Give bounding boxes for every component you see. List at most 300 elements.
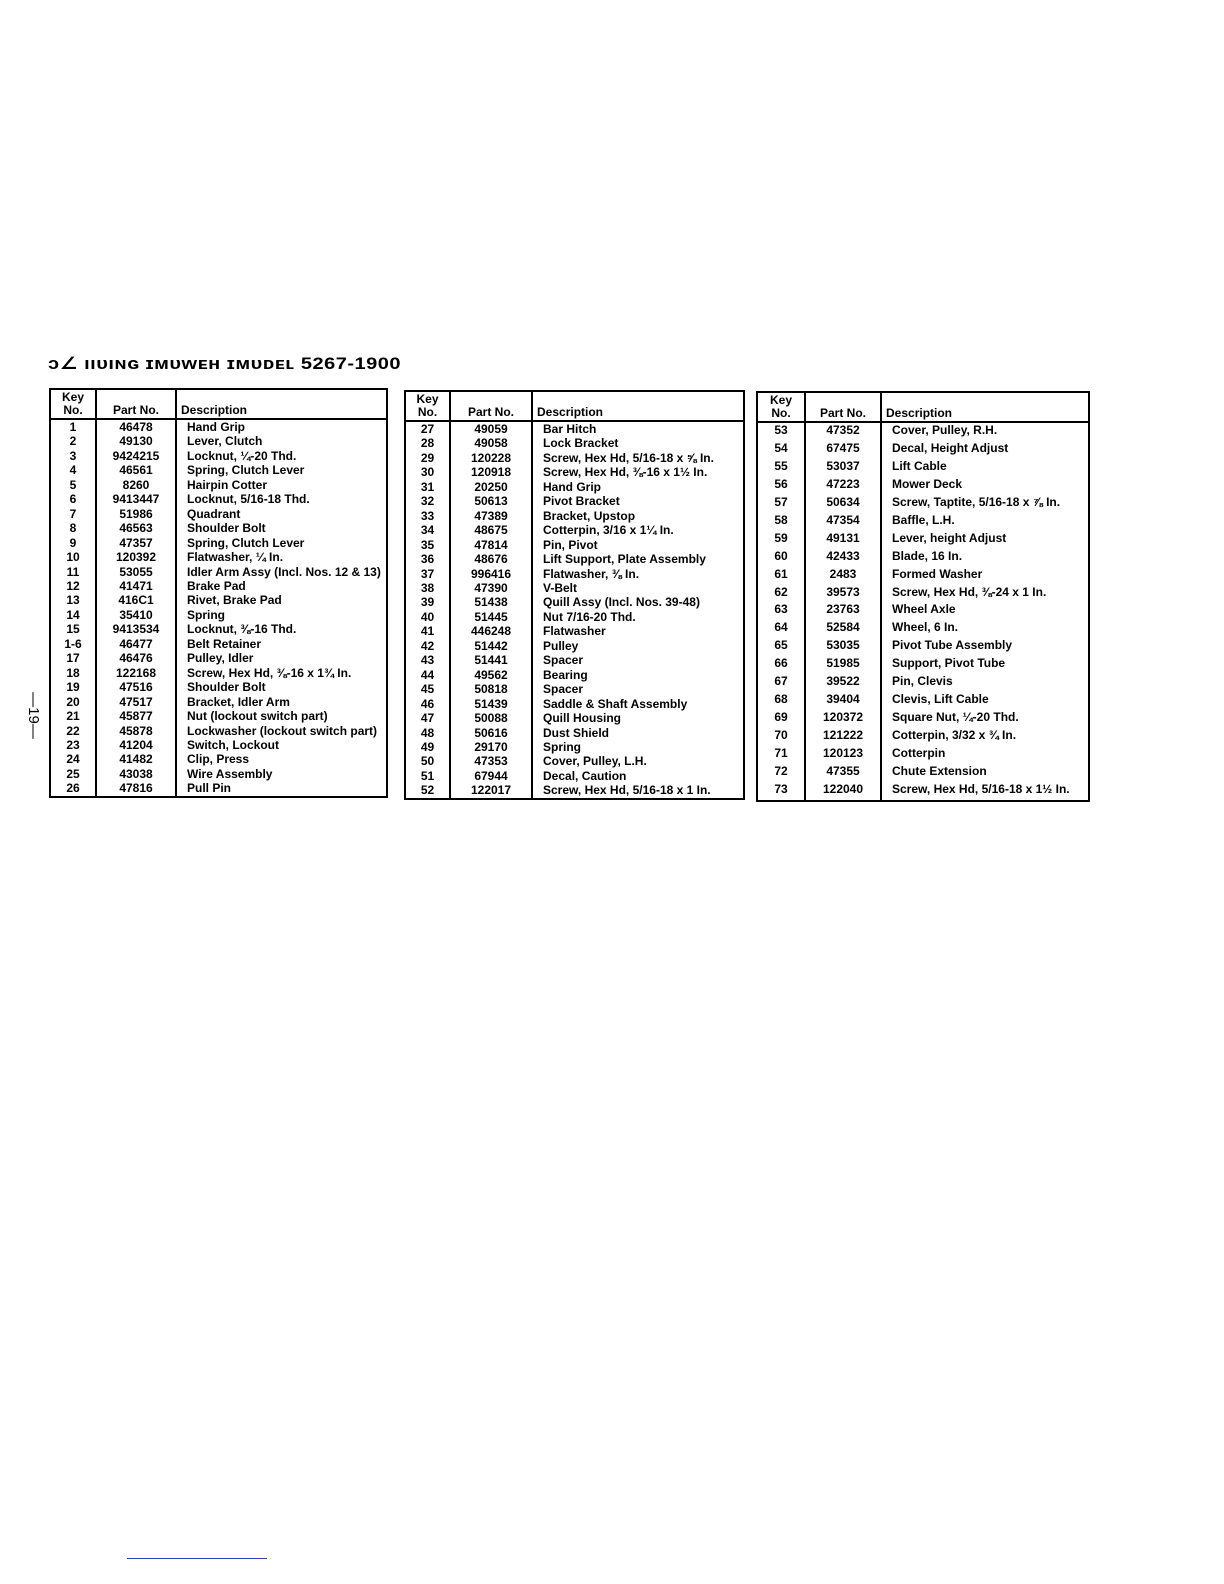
- key-no-cell: 70: [757, 728, 805, 746]
- table-row: [50, 449, 387, 463]
- description-cell: Locknut, ⅜-16 Thd.: [187, 622, 297, 637]
- key-no-cell: 22: [50, 724, 96, 738]
- table-row: [50, 724, 387, 738]
- empty-cell: [805, 800, 881, 801]
- description-cell: Support, Pivot Tube: [892, 656, 1006, 671]
- description-cell: Pivot Tube Assembly: [892, 638, 1013, 653]
- description-cell: Bracket, Upstop: [543, 508, 636, 523]
- key-no-cell: 25: [50, 767, 96, 781]
- key-no-cell: 35: [405, 538, 450, 552]
- description-cell: Rivet, Brake Pad: [187, 593, 282, 608]
- key-no-cell: 28: [405, 436, 450, 450]
- description-cell: Decal, Height Adjust: [892, 441, 1009, 456]
- description-cell: Lift Support, Plate Assembly: [543, 552, 706, 567]
- table-row: [50, 680, 387, 694]
- table-row: [757, 531, 1089, 549]
- key-no-cell: 4: [50, 463, 96, 477]
- table-row: [757, 638, 1089, 656]
- description-cell: Nut (lockout switch part): [187, 709, 328, 724]
- empty-cell: [50, 796, 96, 797]
- filler-row: [405, 798, 744, 799]
- description-cell: Flatwasher: [543, 624, 606, 639]
- part-no-cell: 46476: [96, 651, 176, 665]
- description-cell: Lever, Clutch: [187, 434, 263, 449]
- key-no-cell: 33: [405, 509, 450, 523]
- key-no-cell: 49: [405, 740, 450, 754]
- key-no-cell: 72: [757, 764, 805, 782]
- key-no-cell: 15: [50, 622, 96, 636]
- description-cell: Lock Bracket: [543, 436, 619, 451]
- part-no-cell: 47814: [450, 538, 532, 552]
- key-no-cell: 64: [757, 620, 805, 638]
- part-no-header: Part No.: [805, 392, 881, 422]
- table-row: [50, 492, 387, 506]
- part-no-cell: 51986: [96, 507, 176, 521]
- key-no-cell: 7: [50, 507, 96, 521]
- description-cell: Belt Retainer: [187, 636, 262, 651]
- key-no-cell: 23: [50, 738, 96, 752]
- part-no-cell: 9413447: [96, 492, 176, 506]
- description-cell: Cotterpin, 3/32 x ¾ In.: [892, 727, 1017, 742]
- description-cell: Saddle & Shaft Assembly: [543, 696, 688, 711]
- table-row: [405, 610, 744, 624]
- description-cell: Lift Cable: [892, 459, 947, 474]
- part-no-cell: 53055: [96, 565, 176, 579]
- key-no-cell: 20: [50, 695, 96, 709]
- table-row: [405, 668, 744, 682]
- part-no-cell: 39404: [805, 692, 881, 710]
- part-no-cell: 23763: [805, 602, 881, 620]
- table-row: [757, 477, 1089, 495]
- part-no-cell: 120918: [450, 465, 532, 479]
- part-no-cell: 47352: [805, 422, 881, 441]
- key-no-cell: 60: [757, 549, 805, 567]
- part-no-cell: 53035: [805, 638, 881, 656]
- key-no-cell: 47: [405, 711, 450, 725]
- table-row: [50, 536, 387, 550]
- key-no-cell: 27: [405, 421, 450, 436]
- table-row: [757, 674, 1089, 692]
- description-cell: Spacer: [543, 653, 584, 668]
- key-no-cell: 5: [50, 478, 96, 492]
- part-no-cell: 51438: [450, 595, 532, 609]
- part-no-cell: 51439: [450, 697, 532, 711]
- key-no-cell: 31: [405, 480, 450, 494]
- description-cell: Bar Hitch: [543, 422, 597, 436]
- key-no-cell: 11: [50, 565, 96, 579]
- table-row: [405, 711, 744, 725]
- description-cell: Wheel, 6 In.: [892, 620, 959, 635]
- description-cell: Screw, Hex Hd, ⅜-16 x 1½ In.: [543, 465, 708, 480]
- description-cell: Pivot Bracket: [543, 494, 620, 509]
- empty-cell: [532, 798, 744, 799]
- key-no-cell: 55: [757, 459, 805, 477]
- table-row: [405, 697, 744, 711]
- part-no-cell: 120123: [805, 746, 881, 764]
- key-no-cell: 57: [757, 495, 805, 513]
- description-cell: Spring, Clutch Lever: [187, 463, 305, 478]
- description-cell: Quill Assy (Incl. Nos. 39-48): [543, 595, 700, 610]
- description-header: Description: [532, 391, 744, 421]
- description-header: Description: [881, 392, 1089, 422]
- part-no-cell: 47354: [805, 513, 881, 531]
- table-row: [757, 549, 1089, 567]
- description-cell: Screw, Hex Hd, 5/16-18 x 1 In.: [543, 783, 711, 798]
- description-cell: Screw, Hex Hd, 5/16-18 x 1½ In.: [892, 781, 1070, 796]
- description-cell: Screw, Taptite, 5/16-18 x ⅞ In.: [892, 494, 1061, 509]
- key-no-header: Key No.: [50, 389, 96, 419]
- table-row: [50, 419, 387, 434]
- key-no-cell: 34: [405, 523, 450, 537]
- table-row: [757, 495, 1089, 513]
- key-no-cell: 18: [50, 666, 96, 680]
- description-cell: Flatwasher, ¼ In.: [187, 550, 284, 565]
- description-cell: Lever, height Adjust: [892, 530, 1007, 545]
- part-no-cell: 51441: [450, 653, 532, 667]
- key-no-header: Key No.: [405, 391, 450, 421]
- key-no-cell: 65: [757, 638, 805, 656]
- description-cell: Flatwasher, ⅜ In.: [543, 566, 640, 581]
- description-cell: Wire Assembly: [187, 766, 273, 781]
- key-no-cell: 44: [405, 668, 450, 682]
- description-cell: Cover, Pulley, L.H.: [543, 754, 647, 769]
- table-row: [757, 746, 1089, 764]
- table-row: [50, 593, 387, 607]
- part-no-cell: 39522: [805, 674, 881, 692]
- table-row: [405, 552, 744, 566]
- table-row: [405, 465, 744, 479]
- key-no-cell: 43: [405, 653, 450, 667]
- table-row: [405, 769, 744, 783]
- part-no-cell: 47816: [96, 781, 176, 795]
- key-no-cell: 38: [405, 581, 450, 595]
- description-cell: Spring: [187, 607, 225, 622]
- key-no-cell: 37: [405, 567, 450, 581]
- part-no-cell: 47517: [96, 695, 176, 709]
- key-no-cell: 63: [757, 602, 805, 620]
- description-cell: Clevis, Lift Cable: [892, 692, 989, 707]
- description-cell: Chute Extension: [892, 763, 987, 778]
- part-no-cell: 46561: [96, 463, 176, 477]
- table-row: [50, 666, 387, 680]
- part-no-cell: 43038: [96, 767, 176, 781]
- table-row: [405, 451, 744, 465]
- key-no-cell: 39: [405, 595, 450, 609]
- part-no-cell: 41204: [96, 738, 176, 752]
- part-no-cell: 50613: [450, 494, 532, 508]
- part-no-cell: 122168: [96, 666, 176, 680]
- key-no-cell: 69: [757, 710, 805, 728]
- key-no-cell: 54: [757, 441, 805, 459]
- table-row: [757, 764, 1089, 782]
- part-no-cell: 51442: [450, 639, 532, 653]
- part-no-cell: 41482: [96, 752, 176, 766]
- part-no-header: Part No.: [450, 391, 532, 421]
- table-row: [405, 624, 744, 638]
- table-row: [757, 782, 1089, 800]
- empty-cell: [405, 798, 450, 799]
- parts-table-2: [404, 390, 745, 800]
- empty-cell: [757, 800, 805, 801]
- description-cell: V-Belt: [543, 581, 578, 595]
- part-no-cell: 8260: [96, 478, 176, 492]
- description-cell: Shoulder Bolt: [187, 521, 266, 536]
- description-cell: Dust Shield: [543, 725, 610, 740]
- table-row: [405, 740, 744, 754]
- key-no-cell: 9: [50, 536, 96, 550]
- description-cell: Clip, Press: [187, 752, 250, 767]
- table-row: [757, 585, 1089, 603]
- description-cell: Hand Grip: [543, 479, 602, 494]
- part-no-cell: 52584: [805, 620, 881, 638]
- table-row: [405, 436, 744, 450]
- table-row: [405, 494, 744, 508]
- description-cell: Wheel Axle: [892, 602, 956, 617]
- table-row: [757, 728, 1089, 746]
- description-cell: Pulley, Idler: [187, 651, 254, 666]
- key-no-cell: 68: [757, 692, 805, 710]
- part-no-cell: 47389: [450, 509, 532, 523]
- part-no-cell: 51445: [450, 610, 532, 624]
- key-no-cell: 30: [405, 465, 450, 479]
- part-no-cell: 46478: [96, 419, 176, 434]
- part-no-cell: 48675: [450, 523, 532, 537]
- table-row: [757, 710, 1089, 728]
- table-row: [50, 767, 387, 781]
- key-no-cell: 13: [50, 593, 96, 607]
- part-no-cell: 47355: [805, 764, 881, 782]
- table-row: [50, 738, 387, 752]
- description-cell: Pin, Pivot: [543, 537, 598, 552]
- table-row: [757, 602, 1089, 620]
- key-no-cell: 3: [50, 449, 96, 463]
- description-cell: Spacer: [543, 682, 584, 697]
- key-no-cell: 1-6: [50, 637, 96, 651]
- part-no-cell: 51985: [805, 656, 881, 674]
- key-no-cell: 36: [405, 552, 450, 566]
- table-row: [50, 651, 387, 665]
- key-no-cell: 41: [405, 624, 450, 638]
- table-row: [405, 639, 744, 653]
- key-no-cell: 2: [50, 434, 96, 448]
- key-no-cell: 10: [50, 550, 96, 564]
- key-no-cell: 53: [757, 422, 805, 441]
- part-no-cell: 9413534: [96, 622, 176, 636]
- part-no-cell: 50818: [450, 682, 532, 696]
- table-row: [50, 695, 387, 709]
- key-no-cell: 42: [405, 639, 450, 653]
- part-no-cell: 67944: [450, 769, 532, 783]
- table-row: [50, 608, 387, 622]
- description-cell: Locknut, 5/16-18 Thd.: [187, 492, 310, 507]
- table-row: [405, 538, 744, 552]
- key-no-cell: 46: [405, 697, 450, 711]
- key-no-cell: 61: [757, 567, 805, 585]
- table-row: [50, 565, 387, 579]
- part-no-cell: 2483: [805, 567, 881, 585]
- description-cell: Switch, Lockout: [187, 737, 280, 752]
- part-no-cell: 49562: [450, 668, 532, 682]
- key-no-cell: 40: [405, 610, 450, 624]
- key-no-cell: 6: [50, 492, 96, 506]
- table-row: [50, 521, 387, 535]
- description-cell: Mower Deck: [892, 477, 963, 492]
- description-cell: Screw, Hex Hd, ⅜-16 x 1¾ In.: [187, 665, 352, 680]
- part-no-cell: 47516: [96, 680, 176, 694]
- part-no-cell: 122040: [805, 782, 881, 800]
- description-cell: Cover, Pulley, R.H.: [892, 423, 998, 437]
- key-no-cell: 52: [405, 783, 450, 797]
- table-row: [405, 480, 744, 494]
- description-cell: Decal, Caution: [543, 768, 627, 783]
- part-no-cell: 48676: [450, 552, 532, 566]
- part-no-cell: 446248: [450, 624, 532, 638]
- description-cell: Bearing: [543, 667, 588, 682]
- part-no-cell: 120372: [805, 710, 881, 728]
- empty-cell: [96, 796, 176, 797]
- table-row: [50, 579, 387, 593]
- table-row: [50, 550, 387, 564]
- table-row: [405, 523, 744, 537]
- part-no-cell: 47357: [96, 536, 176, 550]
- key-no-cell: 19: [50, 680, 96, 694]
- part-no-cell: 45878: [96, 724, 176, 738]
- table-row: [50, 507, 387, 521]
- table-row: [405, 595, 744, 609]
- table-row: [757, 441, 1089, 459]
- description-cell: Pin, Clevis: [892, 674, 953, 689]
- table-row: [405, 754, 744, 768]
- table-row: [50, 709, 387, 723]
- part-no-cell: 39573: [805, 585, 881, 603]
- parts-table-3: [756, 391, 1090, 802]
- description-cell: Formed Washer: [892, 566, 983, 581]
- table-row: [405, 581, 744, 595]
- footer-rule: [127, 1558, 267, 1559]
- description-cell: Baffle, L.H.: [892, 512, 955, 527]
- table-row: [757, 692, 1089, 710]
- description-cell: Brake Pad: [187, 579, 246, 593]
- page-number: —19—: [24, 692, 42, 739]
- description-cell: Nut 7/16-20 Thd.: [543, 609, 636, 624]
- description-cell: Quill Housing: [543, 711, 621, 726]
- part-no-cell: 49131: [805, 531, 881, 549]
- key-no-cell: 58: [757, 513, 805, 531]
- key-no-cell: 17: [50, 651, 96, 665]
- parts-table-1: [49, 388, 388, 798]
- part-no-cell: 120228: [450, 451, 532, 465]
- table-row: [405, 726, 744, 740]
- description-cell: Hand Grip: [187, 420, 246, 434]
- filler-row: [757, 800, 1089, 801]
- table-row: [50, 637, 387, 651]
- empty-cell: [176, 796, 387, 797]
- key-no-cell: 32: [405, 494, 450, 508]
- key-no-cell: 26: [50, 781, 96, 795]
- table-row: [50, 478, 387, 492]
- key-no-cell: 8: [50, 521, 96, 535]
- part-no-cell: 416C1: [96, 593, 176, 607]
- table-row: [50, 622, 387, 636]
- part-no-cell: 49130: [96, 434, 176, 448]
- description-cell: Square Nut, ¼-20 Thd.: [892, 710, 1019, 725]
- table-row: [757, 620, 1089, 638]
- part-no-cell: 41471: [96, 579, 176, 593]
- description-cell: Blade, 16 In.: [892, 548, 963, 563]
- part-no-cell: 35410: [96, 608, 176, 622]
- part-no-cell: 67475: [805, 441, 881, 459]
- table-row: [405, 509, 744, 523]
- table-row: [757, 656, 1089, 674]
- part-no-header: Part No.: [96, 389, 176, 419]
- table-row: [757, 513, 1089, 531]
- part-no-cell: 120392: [96, 550, 176, 564]
- key-no-cell: 12: [50, 579, 96, 593]
- description-cell: Hairpin Cotter: [187, 477, 268, 492]
- key-no-cell: 62: [757, 585, 805, 603]
- empty-cell: [881, 800, 1089, 801]
- description-cell: Bracket, Idler Arm: [187, 694, 290, 709]
- table-row: [405, 682, 744, 696]
- part-no-cell: 53037: [805, 459, 881, 477]
- part-no-cell: 47223: [805, 477, 881, 495]
- key-no-cell: 29: [405, 451, 450, 465]
- part-no-cell: 46563: [96, 521, 176, 535]
- part-no-cell: 47353: [450, 754, 532, 768]
- key-no-cell: 56: [757, 477, 805, 495]
- key-no-cell: 14: [50, 608, 96, 622]
- part-no-cell: 29170: [450, 740, 532, 754]
- part-no-cell: 49058: [450, 436, 532, 450]
- part-no-cell: 45877: [96, 709, 176, 723]
- key-no-cell: 50: [405, 754, 450, 768]
- description-cell: Cotterpin: [892, 745, 946, 760]
- key-no-cell: 66: [757, 656, 805, 674]
- table-row: [757, 567, 1089, 585]
- key-no-cell: 24: [50, 752, 96, 766]
- key-no-cell: 51: [405, 769, 450, 783]
- table-row: [405, 653, 744, 667]
- key-no-cell: 45: [405, 682, 450, 696]
- table-row: [405, 421, 744, 436]
- key-no-cell: 71: [757, 746, 805, 764]
- table-row: [405, 567, 744, 581]
- description-cell: Spring, Clutch Lever: [187, 535, 305, 550]
- description-cell: Cotterpin, 3/16 x 1¼ In.: [543, 523, 674, 538]
- part-no-cell: 47390: [450, 581, 532, 595]
- description-cell: Pull Pin: [187, 781, 232, 796]
- table-row: [50, 434, 387, 448]
- table-row: [405, 783, 744, 797]
- part-no-cell: 122017: [450, 783, 532, 797]
- part-no-cell: 50088: [450, 711, 532, 725]
- description-cell: Locknut, ¼-20 Thd.: [187, 448, 297, 463]
- part-no-cell: 9424215: [96, 449, 176, 463]
- key-no-cell: 73: [757, 782, 805, 800]
- part-no-cell: 996416: [450, 567, 532, 581]
- key-no-cell: 59: [757, 531, 805, 549]
- key-no-cell: 1: [50, 419, 96, 434]
- description-cell: Screw, Hex Hd, 5/16-18 x ⅝ In.: [543, 450, 714, 465]
- key-no-cell: 48: [405, 726, 450, 740]
- description-cell: Pulley: [543, 638, 579, 653]
- part-no-cell: 20250: [450, 480, 532, 494]
- table-row: [757, 459, 1089, 477]
- page-title: ɔ∠ ııᴜıɴɢ ɪᴍᴜᴡᴇʜ ɪᴍᴜᴅᴇʟ 5267-1900: [48, 354, 402, 374]
- part-no-cell: 46477: [96, 637, 176, 651]
- description-header: Description: [176, 389, 387, 419]
- table-row: [757, 422, 1089, 441]
